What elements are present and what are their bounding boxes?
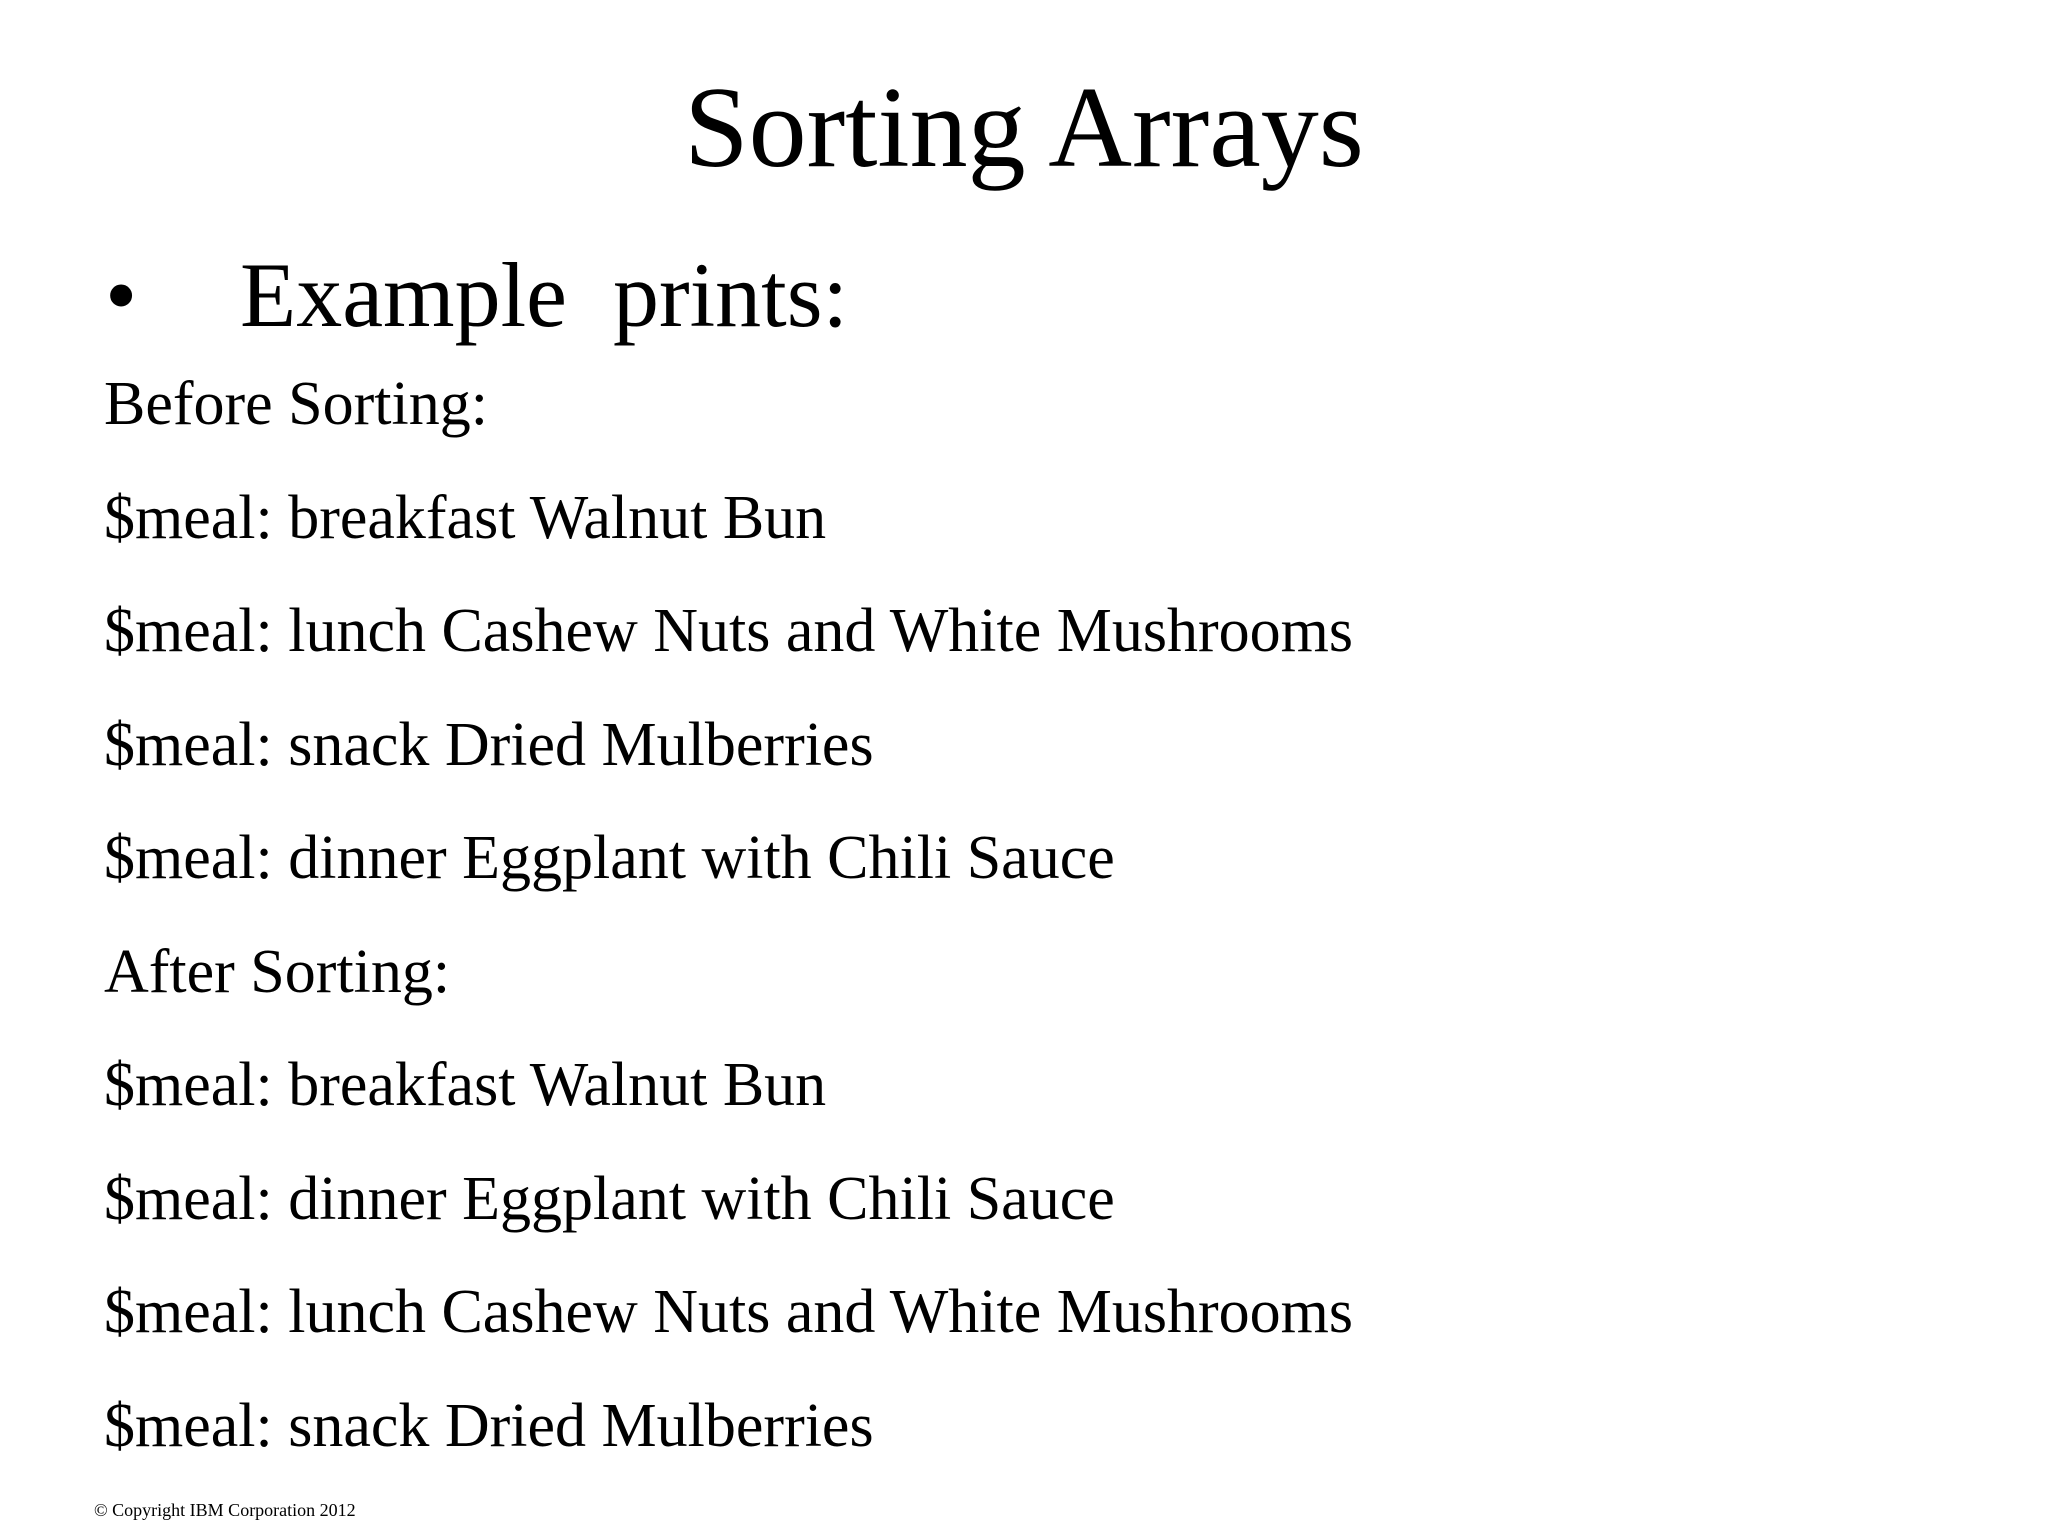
output-line: $meal: snack Dried Mulberries [104,710,874,779]
output-line: $meal: breakfast Walnut Bun [104,1051,827,1119]
output-line: $meal: snack Dried Mulberries [104,1391,874,1460]
output-line: $meal: breakfast Walnut Bun [104,483,827,552]
bullet-text: Example prints: [240,244,849,346]
section-heading-after: After Sorting: [104,937,451,1006]
output-lines [104,368,2004,1503]
section-heading-before: Before Sorting: [104,370,488,438]
slide-title-text: Sorting Arrays [684,64,1364,192]
output-line: $meal: lunch Cashew Nuts and White Mushrooms [104,597,1354,665]
output-line: $meal: lunch Cashew Nuts and White Mushrooms [104,1278,1354,1346]
output-line: $meal: dinner Eggplant with Chili Sauce [104,824,1115,892]
slide-title [0,58,2048,198]
output-line: $meal: dinner Eggplant with Chili Sauce [104,1164,1115,1233]
bullet-symbol: • [105,244,138,346]
copyright-footer: © Copyright IBM Corporation 2012 [94,1500,356,1520]
